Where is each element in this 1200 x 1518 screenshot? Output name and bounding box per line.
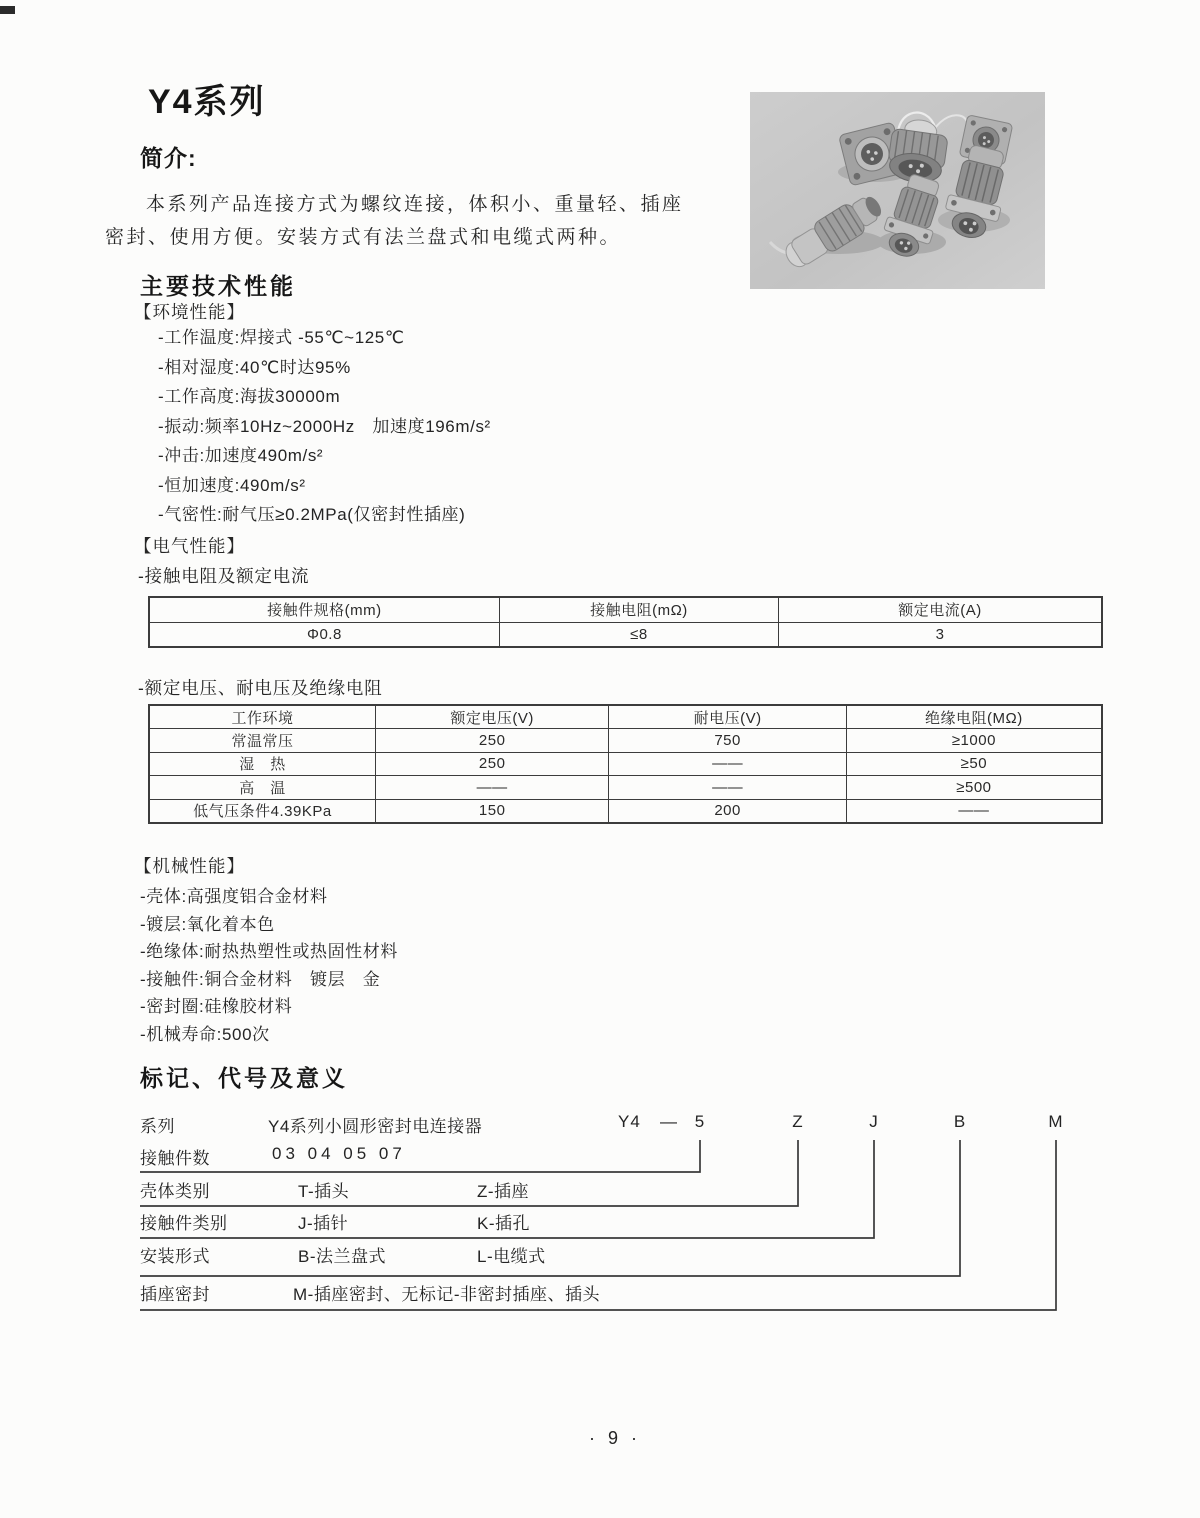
list-item: -冲击:加速度490m/s²	[158, 446, 324, 465]
tech-performance-heading: 主要技术性能	[140, 273, 296, 299]
table-row	[149, 729, 1102, 753]
table-cell: Φ0.8	[149, 622, 499, 647]
intro-heading: 简介:	[140, 145, 197, 171]
table-cell: 湿 热	[149, 752, 375, 776]
table-cell: ≤8	[499, 622, 778, 647]
table-cell: ——	[846, 799, 1102, 823]
connectors-photo-illustration	[750, 92, 1045, 289]
diagram-option: J-插针	[298, 1214, 349, 1233]
list-item: -振动:频率10Hz~2000Hz 加速度196m/s²	[158, 416, 491, 436]
table-cell: 高 温	[149, 776, 375, 800]
list-item: -机械寿命:500次	[140, 1024, 270, 1044]
diagram-option: B-法兰盘式	[298, 1247, 386, 1266]
table-cell: 250	[375, 752, 609, 776]
diagram-row-desc: 03 04 05 07	[272, 1144, 406, 1163]
product-photo	[750, 92, 1045, 289]
contact-resistance-subheading: -接触电阻及额定电流	[138, 566, 310, 586]
table-cell: ≥1000	[846, 729, 1102, 753]
diagram-row-label: 插座密封	[140, 1285, 210, 1304]
elec-performance-heading: 【电气性能】	[134, 536, 245, 556]
table-cell: ——	[375, 776, 609, 800]
diagram-row-desc: Y4系列小圆形密封电连接器	[268, 1117, 483, 1136]
table-row	[149, 776, 1102, 800]
table-row	[149, 799, 1102, 823]
table-cell: 常温常压	[149, 729, 375, 753]
diagram-option: K-插孔	[477, 1214, 530, 1233]
diagram-row-label: 接触件类别	[140, 1214, 228, 1233]
code-part: Z	[792, 1112, 804, 1131]
voltage-insulation-table	[148, 704, 1103, 824]
diagram-option: L-电缆式	[477, 1247, 546, 1266]
list-item: -恒加速度:490m/s²	[158, 475, 306, 495]
table-header-cell: 绝缘电阻(MΩ)	[846, 705, 1102, 729]
code-part: M	[1048, 1112, 1064, 1131]
intro-paragraph: 本系列产品连接方式为螺纹连接，体积小、重量轻、插座密封、使用方便。安装方式有法兰盘式和电缆式两种。	[105, 194, 684, 248]
code-part: J	[869, 1112, 879, 1131]
table-header-cell: 接触电阻(mΩ)	[499, 597, 778, 622]
diagram-row-label: 系列	[140, 1117, 175, 1136]
code-part: B	[953, 1112, 967, 1131]
table-header-cell: 额定电压(V)	[375, 705, 609, 729]
table-cell: 750	[609, 729, 846, 753]
diagram-option: Z-插座	[477, 1182, 530, 1201]
table-header-row	[149, 597, 1102, 622]
list-item: -气密性:耐气压≥0.2MPa(仅密封性插座)	[158, 505, 466, 524]
env-performance-list	[158, 323, 491, 530]
page-number: · 9 ·	[588, 1428, 641, 1448]
table-cell: 低气压条件4.39KPa	[149, 799, 375, 823]
contact-resistance-table	[148, 596, 1103, 648]
table-cell: ——	[609, 752, 846, 776]
table-cell: ≥500	[846, 776, 1102, 800]
mech-performance-heading: 【机械性能】	[134, 856, 245, 876]
code-part: 5	[694, 1112, 706, 1131]
diagram-row-label: 壳体类别	[140, 1182, 210, 1201]
code-dash: —	[660, 1112, 678, 1131]
diagram-option: T-插头	[298, 1182, 350, 1201]
table-row	[149, 622, 1102, 647]
table-cell: 200	[609, 799, 846, 823]
list-item: -接触件:铜合金材料 镀层 金	[140, 969, 381, 989]
mech-performance-list	[140, 883, 398, 1048]
list-item: -相对湿度:40℃时达95%	[158, 357, 351, 377]
table-cell: ≥50	[846, 752, 1102, 776]
scan-artifact	[0, 6, 15, 14]
table-header-cell: 接触件规格(mm)	[149, 597, 499, 622]
code-prefix: Y4	[618, 1112, 641, 1131]
diagram-row-label: 安装形式	[140, 1247, 210, 1266]
list-item: -密封圈:硅橡胶材料	[140, 997, 293, 1016]
env-performance-heading: 【环境性能】	[134, 302, 245, 322]
table-cell: ——	[609, 776, 846, 800]
table-row	[149, 752, 1102, 776]
table-header-row	[149, 705, 1102, 729]
list-item: -工作温度:焊接式 -55℃~125℃	[158, 328, 405, 347]
list-item: -镀层:氧化着本色	[140, 914, 275, 934]
table-cell: 150	[375, 799, 609, 823]
list-item: -壳体:高强度铝合金材料	[140, 887, 328, 906]
list-item: -工作高度:海拔30000m	[158, 387, 341, 406]
list-item: -绝缘体:耐热热塑性或热固性材料	[140, 942, 398, 961]
table-cell: 250	[375, 729, 609, 753]
diagram-row-label: 接触件数	[140, 1149, 210, 1168]
table-header-cell: 额定电流(A)	[779, 597, 1102, 622]
page-title: Y4系列	[148, 83, 266, 121]
table-header-cell: 耐电压(V)	[609, 705, 846, 729]
table-cell: 3	[779, 622, 1102, 647]
table-header-cell: 工作环境	[149, 705, 375, 729]
diagram-row-desc: M-插座密封、无标记-非密封插座、插头	[293, 1285, 600, 1304]
voltage-subheading: -额定电压、耐电压及绝缘电阻	[138, 678, 383, 698]
marking-heading: 标记、代号及意义	[140, 1065, 348, 1091]
diagram-connector-lines	[140, 1135, 1060, 1317]
